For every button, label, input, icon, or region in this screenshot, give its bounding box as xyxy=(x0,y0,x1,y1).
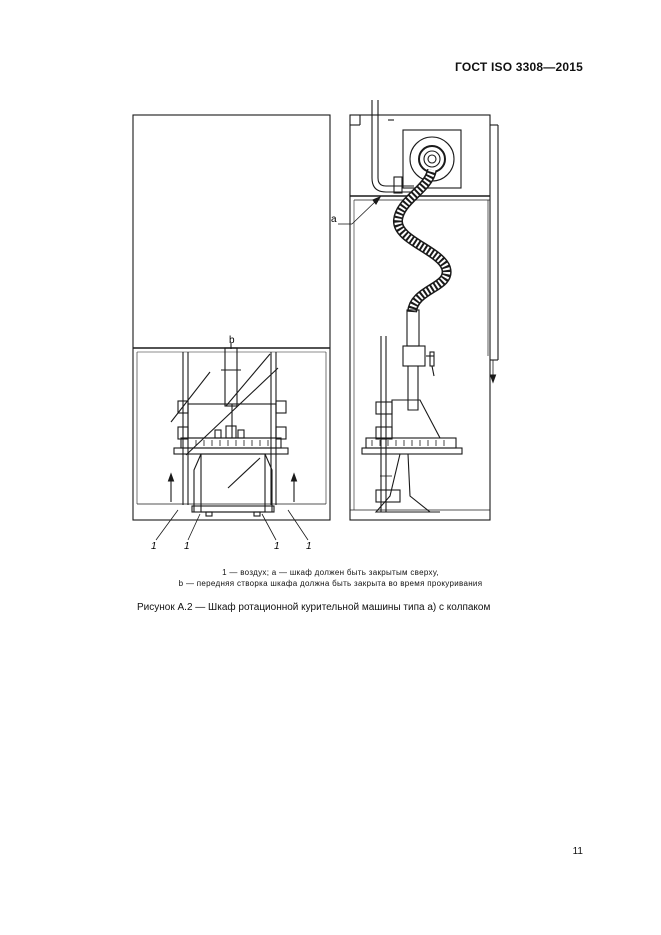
figure-legend-line-1: 1 — воздух; a — шкаф должен быть закрытым сверху, xyxy=(222,568,439,577)
page-number: 11 xyxy=(572,846,583,857)
figure-caption: Рисунок А.2 — Шкаф ротационной курительной машины типа а) с колпаком xyxy=(137,602,491,613)
callout-1-left-inner: 1 xyxy=(184,541,190,552)
callout-a: a xyxy=(331,214,337,225)
figure-legend-line-2: b — передняя створка шкафа должна быть закрыта во время прокуривания xyxy=(178,579,483,588)
callout-1-left-outer: 1 xyxy=(151,541,157,552)
callout-b: b xyxy=(229,335,235,346)
callout-1-right-outer: 1 xyxy=(306,541,312,552)
front-view xyxy=(133,115,330,540)
side-view xyxy=(338,100,498,520)
standard-header: ГОСТ ISO 3308—2015 xyxy=(454,60,583,74)
callout-1-right-inner: 1 xyxy=(274,541,280,552)
